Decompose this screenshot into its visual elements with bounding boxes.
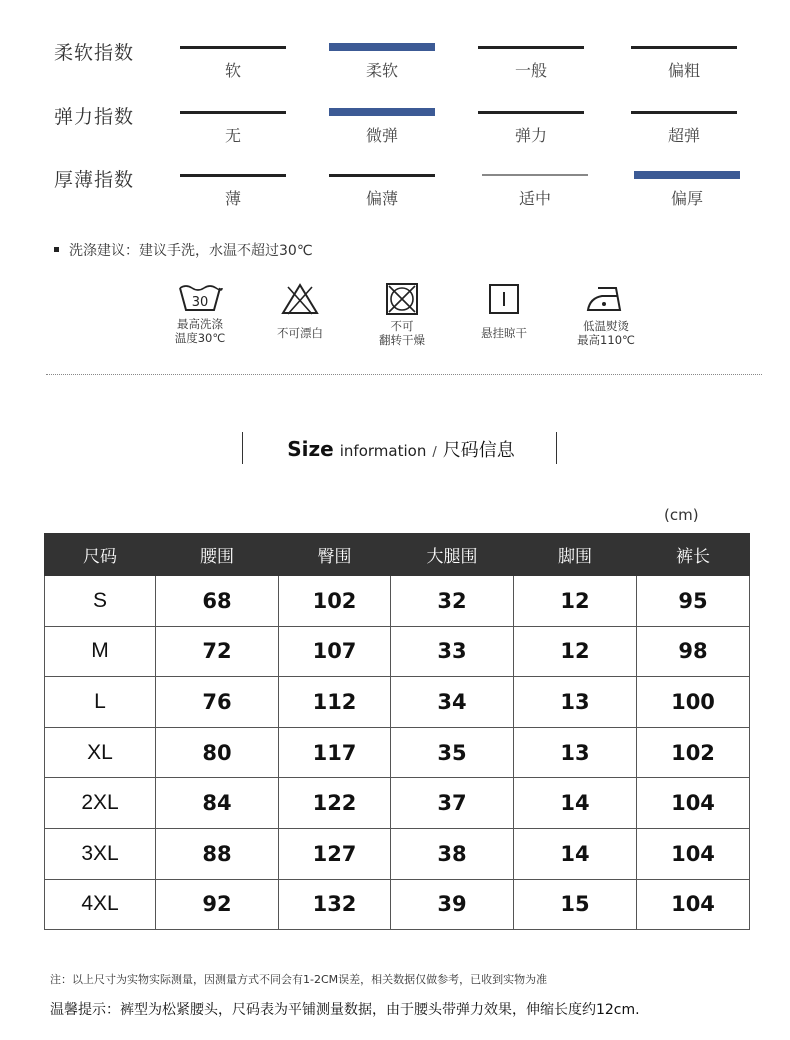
tip-note: 温馨提示：裤型为松紧腰头，尺码表为平铺测量数据，由于腰头带弹力效果，伸缩长度约12cm. xyxy=(50,1002,640,1018)
header-waist: 腰围 xyxy=(156,534,279,576)
divider xyxy=(556,432,557,464)
divider xyxy=(46,374,762,375)
header-hem: 脚围 xyxy=(514,534,637,576)
table-row: XL 80 117 35 13 102 xyxy=(45,727,750,778)
index-label: 厚薄指数 xyxy=(54,169,135,191)
bullet-icon xyxy=(54,247,59,252)
unit-label: (cm) xyxy=(664,506,699,524)
index-level: 软 xyxy=(180,46,286,86)
index-level: 一般 xyxy=(478,46,584,86)
index-level: 适中 xyxy=(482,174,588,214)
header-thigh: 大腿围 xyxy=(391,534,514,576)
measurement-note: 注：以上尺寸为实物实际测量，因测量方式不同会有1-2CM误差，相关数据仅做参考，已收到实物为准 xyxy=(50,973,548,986)
care-no-bleach: 不可漂白 xyxy=(250,282,350,340)
table-row: L 76 112 34 13 100 xyxy=(45,677,750,728)
softness-index xyxy=(0,38,790,98)
index-label: 弹力指数 xyxy=(54,106,135,128)
index-level: 偏粗 xyxy=(631,46,737,86)
header-size: 尺码 xyxy=(45,534,156,576)
table-row: 4XL 92 132 39 15 104 xyxy=(45,879,750,930)
wash-30-icon xyxy=(177,282,223,312)
elasticity-index xyxy=(0,102,790,162)
no-tumble-dry-icon xyxy=(385,282,419,316)
index-level: 弹力 xyxy=(478,111,584,151)
low-iron-icon xyxy=(584,282,628,316)
header-hip: 臀围 xyxy=(279,534,391,576)
header-length: 裤长 xyxy=(637,534,750,576)
divider xyxy=(242,432,243,464)
index-level: 超弹 xyxy=(631,111,737,151)
care-no-tumble-dry: 不可 翻转干燥 xyxy=(352,282,452,347)
table-row: S 68 102 32 12 95 xyxy=(45,576,750,627)
hang-dry-icon xyxy=(488,282,520,316)
index-level-active: 柔软 xyxy=(329,46,435,86)
index-label: 柔软指数 xyxy=(54,42,135,64)
size-header: Size information / 尺码信息 xyxy=(287,437,515,461)
index-level: 薄 xyxy=(180,174,286,214)
table-row: 2XL 84 122 37 14 104 xyxy=(45,778,750,829)
wash-advice: 洗涤建议：建议手洗，水温不超过30℃ xyxy=(54,240,313,260)
index-level: 无 xyxy=(180,111,286,151)
care-hang-dry: 悬挂晾干 xyxy=(454,282,554,340)
care-low-iron: 低温熨烫 最高110℃ xyxy=(556,282,656,347)
no-bleach-icon xyxy=(280,282,320,316)
index-level-active: 偏厚 xyxy=(634,174,740,214)
care-wash-30: 30 最高洗涤 温度30℃ xyxy=(150,282,250,345)
index-level: 偏薄 xyxy=(329,174,435,214)
table-row: 3XL 88 127 38 14 104 xyxy=(45,828,750,879)
index-level-active: 微弹 xyxy=(329,111,435,151)
table-header-row xyxy=(45,534,750,576)
size-table xyxy=(44,533,750,930)
table-row: M 72 107 33 12 98 xyxy=(45,626,750,677)
svg-text:30: 30 xyxy=(191,295,209,310)
thickness-index xyxy=(0,165,790,225)
